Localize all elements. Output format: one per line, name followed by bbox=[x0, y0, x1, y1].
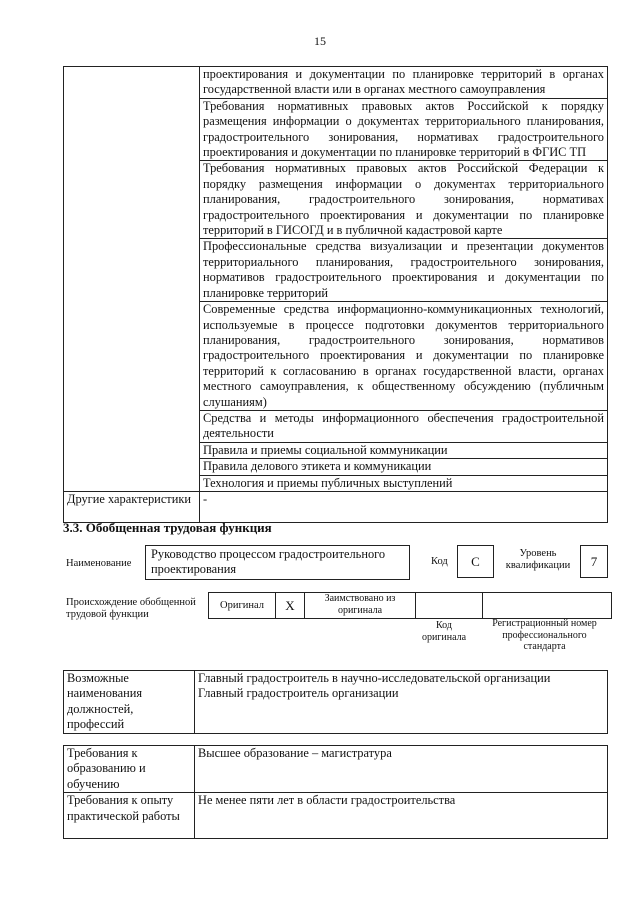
registration-number-cell bbox=[483, 593, 612, 619]
other-characteristics-value: - bbox=[200, 491, 608, 522]
knowledge-item: Современные средства информационно-коммуникационных технологий, используемые в процессе подготовки документов территориального планирования, градостроительного зонирования, нормативов градостроительного проектирования и документации по планировке территорий к согласованию в органах государственной власти, органах местного самоуправления, к общественному обсуждению (публичным слушаниям) bbox=[200, 302, 608, 411]
knowledge-item: Профессиональные средства визуализации и презентации документов территориального планирования, градостроительного зонирования, нормативов градостроительного проектирования и документации по планировке территорий bbox=[200, 239, 608, 302]
knowledge-item: Правила делового этикета и коммуникации bbox=[200, 459, 608, 475]
level-value-box: 7 bbox=[580, 545, 608, 578]
table-row bbox=[64, 671, 608, 734]
table-row bbox=[64, 793, 608, 839]
knowledge-table bbox=[63, 66, 608, 523]
function-name-box: Руководство процессом градостроительного проектирования bbox=[145, 545, 410, 580]
knowledge-item: проектирования и документации по планировке территорий в органах государственной власти или в органах местного самоуправления bbox=[200, 67, 608, 99]
positions-table bbox=[63, 670, 608, 734]
position-item: Главный градостроитель в научно-исследовательской организации bbox=[198, 671, 551, 685]
original-code-cell bbox=[416, 593, 483, 619]
knowledge-item: Требования нормативных правовых актов Российской к порядку размещения информации о документах территориального планирования, градостроительного зонирования, нормативах градостроительного проектирования и документации по планировке территорий в ФГИС ТП bbox=[200, 98, 608, 161]
borrowed-label: Заимствовано из оригинала bbox=[305, 593, 416, 619]
position-item: Главный градостроитель организации bbox=[198, 686, 399, 701]
education-label: Требования к образованию и обучению bbox=[64, 746, 195, 793]
level-label: Уровень квалификации bbox=[505, 548, 571, 571]
knowledge-item: Правила и приемы социальной коммуникации bbox=[200, 442, 608, 458]
code-label: Код bbox=[431, 556, 448, 567]
requirements-table bbox=[63, 745, 608, 839]
page-number: 15 bbox=[314, 34, 326, 48]
original-label: Оригинал bbox=[209, 593, 276, 619]
table-row bbox=[209, 593, 612, 619]
table-row bbox=[64, 746, 608, 793]
empty-label-cell bbox=[64, 67, 200, 492]
positions-label: Возможные наименования должностей, профессий bbox=[64, 671, 195, 734]
knowledge-item: Технология и приемы публичных выступлений bbox=[200, 475, 608, 491]
knowledge-item: Средства и методы информационного обеспечения градостроительной деятельности bbox=[200, 410, 608, 442]
table-row bbox=[64, 491, 608, 522]
name-label: Наименование bbox=[66, 558, 132, 569]
experience-value: Не менее пяти лет в области градостроительства bbox=[195, 793, 608, 839]
section-heading: 3.3. Обобщенная трудовая функция bbox=[63, 520, 272, 535]
registration-caption: Регистрационный номер профессионального стандарта bbox=[492, 618, 597, 652]
origin-table bbox=[208, 592, 612, 619]
table-row bbox=[64, 67, 608, 99]
experience-label: Требования к опыту практической работы bbox=[64, 793, 195, 839]
code-value-box: C bbox=[457, 545, 494, 578]
other-characteristics-label: Другие характеристики bbox=[64, 491, 200, 522]
education-value: Высшее образование – магистратура bbox=[195, 746, 608, 793]
knowledge-item: Требования нормативных правовых актов Российской Федерации к порядку размещения информации о документах территориального планирования, градостроительного зонирования, нормативах градостроительного проектирования и документации по планировке территорий в ГИСОГД и в публичной кадастровой карте bbox=[200, 161, 608, 239]
positions-values bbox=[195, 671, 608, 734]
origin-label: Происхождение обобщенной трудовой функции bbox=[66, 597, 196, 620]
code-caption: Код оригинала bbox=[421, 620, 467, 643]
original-mark: X bbox=[276, 593, 305, 619]
